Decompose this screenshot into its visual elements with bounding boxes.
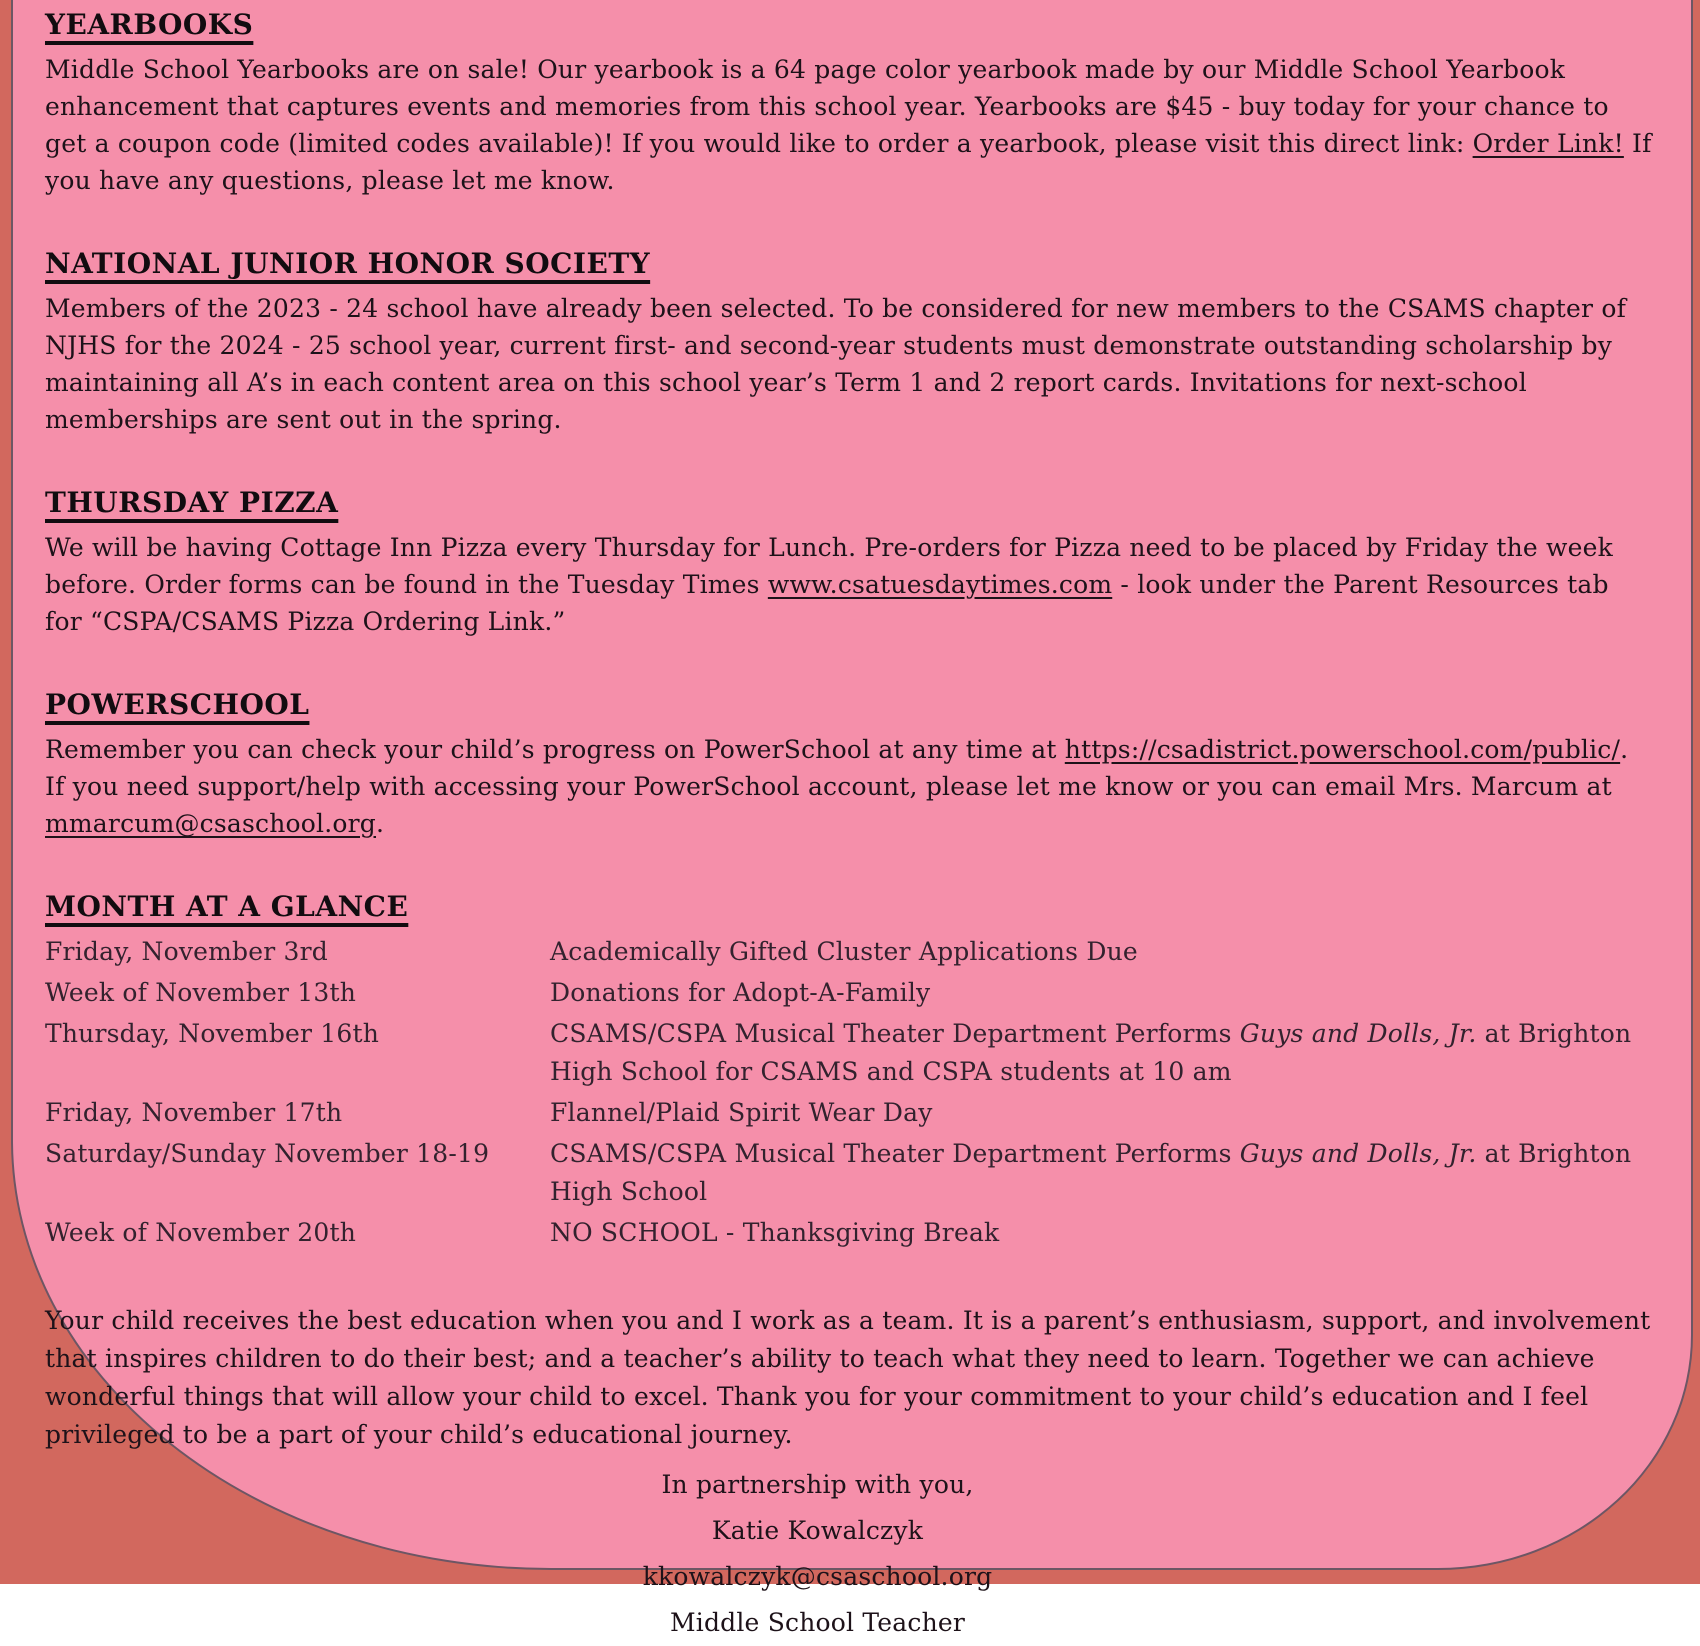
text-segment: Donations for Adopt-A-Family [550,978,931,1007]
schedule-description [550,974,1653,1012]
text-segment: We will be having Cottage Inn Pizza every Thursday for Lunch. Pre-orders for Pizza need to be placed by Friday the week before. Order forms can be found in the Tuesday Times [45,533,1613,599]
text-segment: Flannel/Plaid Spirit Wear Day [550,1098,933,1127]
section-heading-month-at-a-glance: MONTH AT A GLANCE [45,890,409,923]
section-heading-powerschool: POWERSCHOOL [45,688,310,721]
text-segment: at Brighton High School [550,1139,1632,1206]
text-segment: Members of the 2023 - 24 school have already been selected. To be considered for new members to the CSAMS chapter of NJHS for the 2024 - 25 school year, current first- and second-year students must demonstrate outstanding scholarship by maintaining all A’s in each content area on this school year’s Term 1 and 2 report cards. Invitations for next-school memberships are sent out in the spring. [45,294,1627,434]
section-heading-thursday-pizza: THURSDAY PIZZA [45,486,339,519]
section-body-thursday-pizza [45,529,1653,640]
text-segment: If you have any questions, please let me know. [45,129,1652,195]
section-body-powerschool [45,731,1653,842]
text-segment: CSAMS/CSPA Musical Theater Department Performs [550,1019,1240,1048]
show-title-italic: Guys and Dolls, Jr. [1239,1019,1477,1048]
section-body-yearbooks [45,51,1653,199]
schedule-date: Friday, November 17th [45,1098,343,1127]
text-segment: . [376,809,385,838]
closing-paragraph: Your child receives the best education when you and I work as a team. It is a parent’s enthusiasm, support, and involvement that inspires children to do their best; and a teacher’s ability to teach what they need to learn. Together we can achieve wonderful things that will allow your child to excel. Thank you for your commitment to your child’s education and I feel privileged to be a part of your child’s educational journey. [45,1306,1651,1449]
newsletter-sections [45,8,1653,842]
section-heading-njhs: NATIONAL JUNIOR HONOR SOCIETY [45,247,651,280]
section-yearbooks [45,8,1653,199]
schedule-description [550,1135,1653,1211]
text-segment: Remember you can check your child’s progress on PowerSchool at any time at [45,735,1065,764]
tuesday-times-link[interactable]: www.csatuesdaytimes.com [767,570,1113,599]
section-body-njhs [45,290,1653,438]
section-month-at-a-glance [45,890,1653,1252]
schedule-date: Friday, November 3rd [45,937,329,966]
schedule-table [45,933,1653,1252]
signature-block [45,1462,1590,1646]
text-segment: at Brighton High School for CSAMS and CSPA students at 10 am [550,1019,1632,1086]
schedule-description [550,1214,1653,1252]
signature-title: Middle School Teacher [669,1608,966,1637]
text-segment: Middle School Yearbooks are on sale! Our yearbook is a 64 page color yearbook made by our Middle School Yearbook enhancement that captures events and memories from this school year. Yearbooks are $45 - buy today for your chance to get a coupon code (limited codes available)! If you would like to order a yearbook, please visit this direct link: [45,55,1609,158]
newsletter-panel [11,0,1693,1637]
marcum-email-link[interactable]: mmarcum@csaschool.org [45,809,376,838]
show-title-italic: Guys and Dolls, Jr. [1239,1139,1477,1168]
schedule-description [550,1094,1653,1132]
schedule-date: Week of November 20th [45,1218,356,1247]
section-thursday-pizza [45,486,1653,640]
signature-name: Katie Kowalczyk [711,1516,924,1545]
schedule-description [550,1015,1653,1091]
section-heading-yearbooks: YEARBOOKS [45,8,254,41]
powerschool-link[interactable]: https://csadistrict.powerschool.com/public/ [1064,735,1621,764]
text-segment: CSAMS/CSPA Musical Theater Department Performs [550,1139,1240,1168]
section-njhs [45,247,1653,438]
schedule-description [550,933,1653,971]
text-segment: NO SCHOOL - Thanksgiving Break [550,1218,1000,1247]
signature-email: kkowalczyk@csaschool.org [642,1562,993,1591]
schedule-date: Week of November 13th [45,978,356,1007]
order-link[interactable]: Order Link! [1472,129,1624,158]
text-segment: - look under the Parent Resources tab for “CSPA/CSAMS Pizza Ordering Link.” [45,570,1609,636]
text-segment: Academically Gifted Cluster Applications Due [550,937,1138,966]
schedule-date: Saturday/Sunday November 18-19 [45,1139,490,1168]
signature-line-partnership: In partnership with you, [661,1470,974,1499]
section-powerschool [45,688,1653,842]
schedule-date: Thursday, November 16th [45,1019,380,1048]
text-segment: . If you need support/help with accessing your PowerSchool account, please let me know or you can email Mrs. Marcum at [45,735,1629,801]
